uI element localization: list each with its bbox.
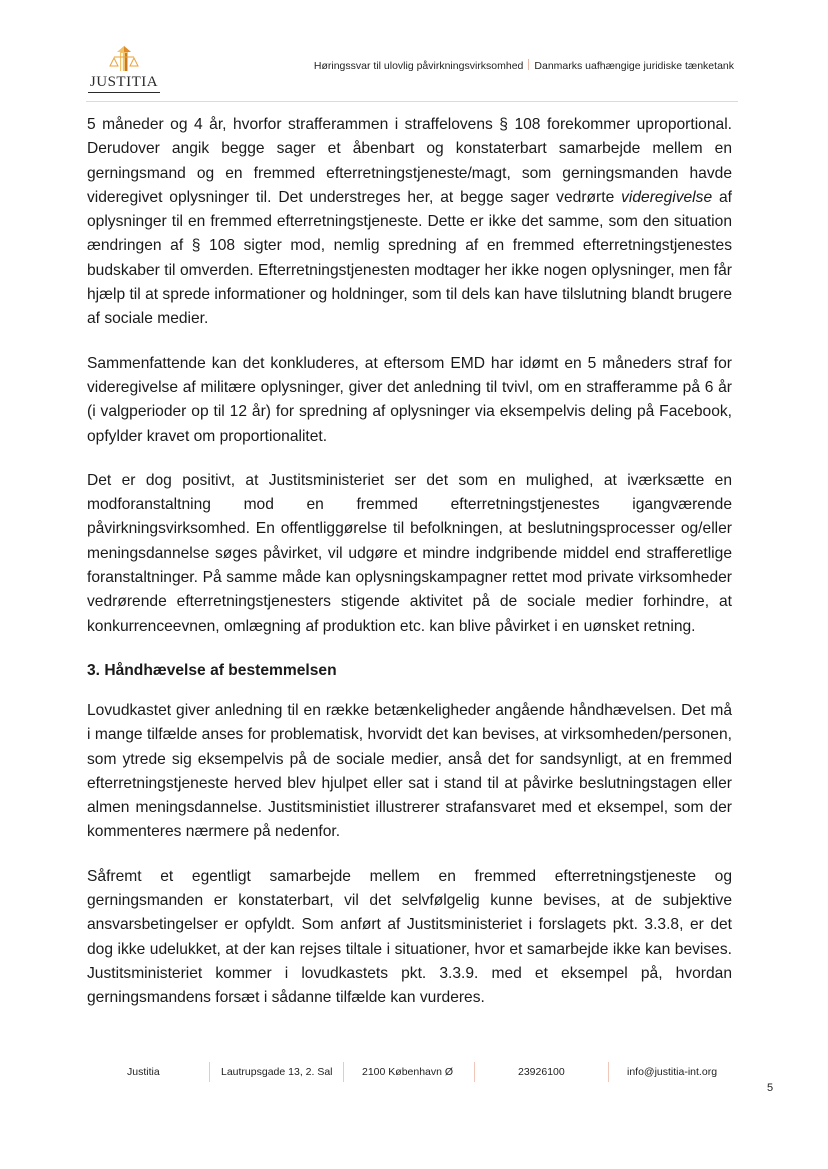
header-title-left: Høringssvar til ulovlig påvirkningsvirksomhed	[313, 60, 524, 72]
paragraph-1-emphasis: videregivelse	[621, 188, 713, 206]
document-header-title	[314, 59, 734, 72]
footer-separator	[209, 1062, 210, 1082]
paragraph-2: Sammenfattende kan det konkluderes, at eftersom EMD har idømt en 5 måneders straf for videregivelse af militære oplysninger, giver det anledning til tvivl, om en strafferamme på 6 år (i valgperioder op til 12 år) for spredning af oplysninger via eksempelvis deling på Facebook, opfylder kravet om proportionalitet.	[87, 354, 732, 445]
page-number: 5	[767, 1082, 774, 1094]
section-heading: 3. Håndhævelse af bestemmelsen	[87, 661, 337, 679]
footer-city: 2100 København Ø	[362, 1066, 454, 1078]
footer-org: Justitia	[127, 1066, 160, 1078]
paragraph-1	[87, 113, 732, 332]
header-title-right: Danmarks uafhængige juridiske tænketank	[534, 60, 734, 72]
paragraph-1-text-b: af oplysninger til en fremmed efterretningstjeneste. Dette er ikke det samme, som den situation ændringen af § 108 sigter mod, nemlig spredning af en fremmed efterretningstjenestes budskaber til omverden. Efterretningstjenesten modtager her ikke nogen oplysninger, men får hjælp til at sprede informationer og holdninger, som til dels kan have tilslutning blandt brugere af sociale medier.	[87, 188, 732, 328]
footer-separator	[343, 1062, 344, 1082]
document-body	[87, 113, 732, 1031]
scales-logo-icon	[104, 44, 144, 76]
paragraph-1-text-a: 5 måneder og 4 år, hvorfor strafferammen i straffelovens § 108 forekommer uproportional. Derudover angik begge sager et åbenbart og konstaterbart samarbejde mellem en gerningsmand og en fremmed efterretningstjeneste/magt, som gerningsmanden havde videregivet oplysninger til. Det understreges her, at begge sager vedrørte	[87, 116, 732, 206]
paragraph-4: Lovudkastet giver anledning til en række betænkeligheder angående håndhævelsen. Det må i mange tilfælde anses for problematisk, hvorvidt det kan bevises, at virksomheden/personen, som ytrede sig eksempelvis på de sociale medier, anså det for sandsynligt, at en fremmed efterretningstjeneste herved blev hjulpet eller sat i stand til at påvirke beslutningstagen eller almen meningsdannelse. Justitsministiet illustrerer strafansvaret med et eksempel, som der kommenteres nærmere på nedenfor.	[87, 701, 732, 841]
paragraph-3: Det er dog positivt, at Justitsministeriet ser det som en mulighed, at iværksætte en modforanstaltning mod en fremmed efterretningstjenestes igangværende påvirkningsvirksomhed. En offentliggørelse til befolkningen, at beslutningsprocesser og/eller meningsdannelse søges påvirket, vil udgøre et mindre indgribende middel end strafferetlige foranstaltninger. På samme måde kan oplysningskampagner rettet mod private virksomheder vedrørende efterretningstjenesters stigende aktivitet på de sociale medier forhindre, at konkurrenceevnen, omlægning af produktion etc. kan blive påvirket i en uønsket retning.	[87, 471, 732, 635]
logo-text: JUSTITIA	[89, 74, 159, 90]
page-header	[0, 0, 828, 104]
header-separator	[528, 59, 529, 70]
header-divider	[86, 101, 738, 102]
paragraph-5: Såfremt et egentligt samarbejde mellem en fremmed efterretningstjeneste og gerningsmanden er konstaterbart, vil det selvfølgelig kunne bevises, at de subjektive ansvarsbetingelser er opfyldt. Som anført af Justitsministeriet i forslagets pkt. 3.3.8, er det dog ikke udelukket, at der kan rejses tiltale i situationer, hvor et samarbejde ikke kan bevises. Justitsministeriet kommer i lovudkastets pkt. 3.3.9. med et eksempel på, hvordan gerningsmandens forsæt i sådanne tilfælde kan vurderes.	[87, 867, 732, 1007]
page-footer	[0, 1062, 828, 1092]
footer-separator	[608, 1062, 609, 1082]
footer-separator	[474, 1062, 475, 1082]
footer-address: Lautrupsgade 13, 2. Sal	[221, 1066, 333, 1078]
logo-underline	[88, 92, 160, 93]
footer-email: info@justitia-int.org	[627, 1066, 718, 1078]
justitia-logo	[82, 44, 172, 92]
footer-phone: 23926100	[518, 1066, 565, 1078]
